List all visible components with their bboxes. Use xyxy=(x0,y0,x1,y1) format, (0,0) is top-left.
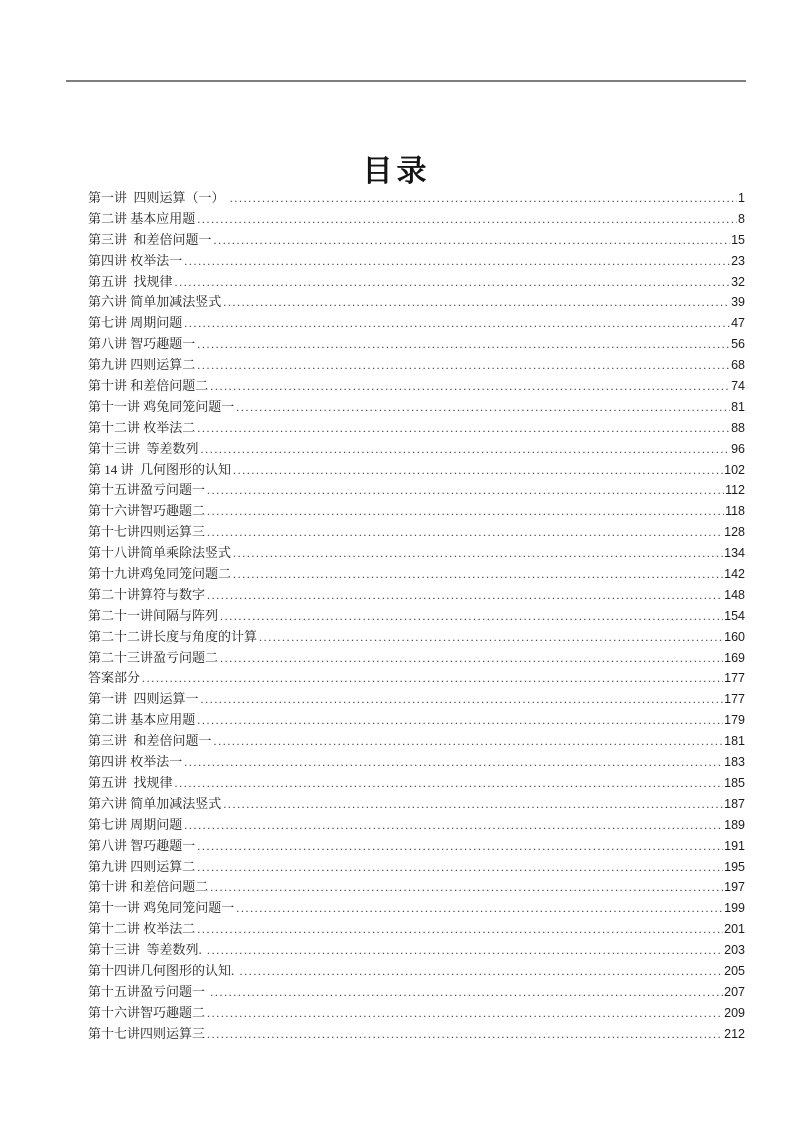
toc-leader-dots xyxy=(207,503,724,519)
toc-entry-page: 185 xyxy=(724,775,745,790)
toc-entry-page: 68 xyxy=(731,358,745,373)
toc-entry-page: 195 xyxy=(724,859,745,874)
toc-entry[interactable] xyxy=(88,1002,745,1023)
toc-entry-label: 第十一讲 鸡兔同笼问题一 xyxy=(88,398,235,414)
toc-entry-label: 第八讲 智巧趣题一 xyxy=(88,336,196,352)
toc-entry[interactable] xyxy=(88,396,745,417)
toc-entry[interactable] xyxy=(88,626,745,647)
toc-entry-label: 第七讲 周期问题 xyxy=(88,315,183,331)
toc-entry[interactable] xyxy=(88,981,745,1002)
toc-entry[interactable] xyxy=(88,605,745,626)
toc-entry[interactable] xyxy=(88,835,745,856)
toc-leader-dots xyxy=(207,942,723,958)
toc-entry[interactable] xyxy=(88,856,745,877)
toc-entry-label: 第二讲 基本应用题 xyxy=(88,712,196,728)
toc-entry-label: 第十七讲四则运算三 xyxy=(88,1025,206,1041)
toc-leader-dots xyxy=(233,566,723,582)
toc-leader-dots xyxy=(220,608,723,624)
toc-leader-dots xyxy=(220,650,723,666)
toc-entry[interactable] xyxy=(88,542,745,563)
toc-entry[interactable] xyxy=(88,250,745,271)
toc-entry-page: 23 xyxy=(731,253,745,268)
toc-entry-page: 15 xyxy=(731,232,745,247)
toc-entry-page: 177 xyxy=(724,671,745,686)
toc-entry-page: 207 xyxy=(724,984,745,999)
toc-entry[interactable] xyxy=(88,876,745,897)
toc-leader-dots xyxy=(240,963,724,979)
toc-entry-page: 148 xyxy=(724,587,745,602)
toc-entry-label: 第十讲 和差倍问题二 xyxy=(88,879,209,895)
toc-entry-label: 答案部分 xyxy=(88,670,141,686)
toc-entry[interactable] xyxy=(88,291,745,312)
toc-leader-dots xyxy=(207,587,723,603)
toc-list xyxy=(88,187,745,1044)
toc-entry-label: 第四讲 枚举法一 xyxy=(88,754,183,770)
toc-entry[interactable] xyxy=(88,229,745,250)
toc-entry-page: 205 xyxy=(724,963,745,978)
toc-entry[interactable] xyxy=(88,271,745,292)
toc-entry-label: 第四讲 枚举法一 xyxy=(88,252,183,268)
toc-entry-label: 第二十一讲间隔与阵列 xyxy=(88,607,219,623)
toc-entry-page: 74 xyxy=(731,379,745,394)
toc-entry-page: 39 xyxy=(731,295,745,310)
toc-leader-dots xyxy=(210,984,723,1000)
toc-entry-label: 第八讲 智巧趣题一 xyxy=(88,837,196,853)
toc-entry-page: 1 xyxy=(738,191,745,205)
toc-entry[interactable] xyxy=(88,354,745,375)
toc-entry-page: 47 xyxy=(731,316,745,331)
toc-entry[interactable] xyxy=(88,521,745,542)
toc-leader-dots xyxy=(201,441,731,457)
toc-entry-page: 189 xyxy=(724,817,745,832)
toc-entry[interactable] xyxy=(88,438,745,459)
toc-entry-page: 197 xyxy=(724,880,745,895)
toc-entry-label: 第五讲 找规律 xyxy=(88,774,173,790)
toc-entry-page: 203 xyxy=(724,943,745,958)
toc-entry[interactable] xyxy=(88,730,745,751)
toc-leader-dots xyxy=(175,274,731,290)
toc-leader-dots xyxy=(214,232,731,248)
toc-entry[interactable] xyxy=(88,939,745,960)
toc-entry[interactable] xyxy=(88,333,745,354)
toc-leader-dots xyxy=(207,482,724,498)
toc-leader-dots xyxy=(210,378,730,394)
toc-entry-label: 第十一讲 鸡兔同笼问题一 xyxy=(88,900,235,916)
toc-entry[interactable] xyxy=(88,479,745,500)
toc-entry-page: 102 xyxy=(724,462,745,477)
toc-entry-label: 第十五讲盈亏问题一 xyxy=(88,482,206,498)
toc-leader-dots xyxy=(230,190,737,206)
toc-entry-page: 212 xyxy=(724,1026,745,1041)
page-title: 目录 xyxy=(362,155,431,189)
toc-entry-label: 第三讲 和差倍问题一 xyxy=(88,231,212,247)
toc-leader-dots xyxy=(197,420,730,436)
toc-entry-label: 第二十讲算符与数字 xyxy=(88,586,206,602)
toc-entry-page: 191 xyxy=(724,838,745,853)
toc-leader-dots xyxy=(184,754,723,770)
toc-entry-page: 209 xyxy=(724,1005,745,1020)
toc-entry-page: 160 xyxy=(724,629,745,644)
toc-entry-page: 8 xyxy=(738,211,745,226)
toc-entry[interactable] xyxy=(88,417,745,438)
toc-entry-page: 169 xyxy=(724,650,745,665)
toc-leader-dots xyxy=(223,796,723,812)
toc-entry-page: 201 xyxy=(724,922,745,937)
toc-leader-dots xyxy=(233,545,723,561)
toc-entry-label: 第二十二讲长度与角度的计算 xyxy=(88,628,258,644)
toc-entry-label: 第六讲 简单加减法竖式 xyxy=(88,294,222,310)
toc-entry-label: 第五讲 找规律 xyxy=(88,273,173,289)
toc-entry-label: 第十七讲四则运算三 xyxy=(88,524,206,540)
toc-entry-label: 第十三讲 等差数列 xyxy=(88,440,199,456)
toc-entry-page: 88 xyxy=(731,420,745,435)
toc-entry[interactable] xyxy=(88,208,745,229)
toc-entry-page: 199 xyxy=(724,901,745,916)
toc-leader-dots xyxy=(223,294,730,310)
toc-leader-dots xyxy=(142,670,723,686)
toc-entry[interactable] xyxy=(88,751,745,772)
toc-entry-label: 第六讲 简单加减法竖式 xyxy=(88,795,222,811)
toc-entry-label: 第十四讲几何图形的认知. xyxy=(88,962,238,978)
toc-entry-label: 第九讲 四则运算二 xyxy=(88,858,196,874)
toc-entry-page: 134 xyxy=(724,546,745,561)
toc-leader-dots xyxy=(236,399,730,415)
toc-entry[interactable] xyxy=(88,709,745,730)
toc-entry[interactable] xyxy=(88,897,745,918)
toc-entry-label: 第十五讲盈亏问题一 xyxy=(88,983,209,999)
toc-entry-page: 81 xyxy=(731,399,745,414)
toc-leader-dots xyxy=(207,1026,723,1042)
toc-entry[interactable] xyxy=(88,375,745,396)
toc-entry-label: 第十二讲 枚举法二 xyxy=(88,419,196,435)
toc-leader-dots xyxy=(236,900,723,916)
toc-leader-dots xyxy=(184,253,730,269)
toc-entry-page: 183 xyxy=(724,755,745,770)
toc-entry-label: 第一讲 四则运算一 xyxy=(88,691,199,707)
toc-entry[interactable] xyxy=(88,459,745,480)
toc-leader-dots xyxy=(214,733,724,749)
toc-entry-label: 第三讲 和差倍问题一 xyxy=(88,733,212,749)
toc-entry-label: 第十讲 和差倍问题二 xyxy=(88,378,209,394)
toc-entry[interactable] xyxy=(88,1023,745,1044)
toc-entry[interactable] xyxy=(88,667,745,688)
toc-entry[interactable] xyxy=(88,793,745,814)
toc-entry[interactable] xyxy=(88,647,745,668)
toc-entry-page: 187 xyxy=(724,796,745,811)
toc-entry-label: 第十八讲简单乘除法竖式 xyxy=(88,545,232,561)
toc-entry[interactable] xyxy=(88,563,745,584)
toc-leader-dots xyxy=(197,211,737,227)
toc-leader-dots xyxy=(197,712,723,728)
toc-entry-label: 第 14 讲 几何图形的认知 xyxy=(88,461,232,477)
toc-entry-label: 第二讲 基本应用题 xyxy=(88,210,196,226)
toc-leader-dots xyxy=(259,629,723,645)
toc-leader-dots xyxy=(197,838,723,854)
toc-entry[interactable] xyxy=(88,814,745,835)
toc-entry-page: 112 xyxy=(725,483,745,498)
toc-leader-dots xyxy=(175,775,724,791)
toc-entry-page: 142 xyxy=(724,567,745,582)
toc-entry-page: 56 xyxy=(731,337,745,352)
toc-entry-page: 181 xyxy=(724,734,745,749)
toc-leader-dots xyxy=(184,817,723,833)
toc-entry-label: 第十三讲 等差数列. xyxy=(88,942,206,958)
toc-entry-page: 32 xyxy=(731,274,745,289)
toc-entry[interactable] xyxy=(88,688,745,709)
toc-entry[interactable] xyxy=(88,312,745,333)
toc-entry-label: 第二十三讲盈亏问题二 xyxy=(88,649,219,665)
toc-leader-dots xyxy=(197,357,730,373)
toc-entry[interactable] xyxy=(88,500,745,521)
toc-entry[interactable] xyxy=(88,772,745,793)
toc-entry-label: 第一讲 四则运算（一） xyxy=(88,190,228,205)
toc-entry-page: 177 xyxy=(724,692,745,707)
toc-entry-label: 第十六讲智巧趣题二 xyxy=(88,503,206,519)
toc-leader-dots xyxy=(184,315,730,331)
toc-entry[interactable] xyxy=(88,960,745,981)
toc-leader-dots xyxy=(197,336,730,352)
toc-entry-label: 第七讲 周期问题 xyxy=(88,816,183,832)
toc-entry-label: 第十六讲智巧趣题二 xyxy=(88,1004,206,1020)
toc-entry[interactable] xyxy=(88,584,745,605)
toc-entry-page: 118 xyxy=(725,504,745,519)
toc-leader-dots xyxy=(207,524,723,540)
toc-leader-dots xyxy=(233,462,723,478)
toc-entry-page: 96 xyxy=(731,441,745,456)
toc-entry-label: 第九讲 四则运算二 xyxy=(88,357,196,373)
toc-entry-page: 128 xyxy=(724,525,745,540)
toc-leader-dots xyxy=(197,921,723,937)
toc-entry[interactable] xyxy=(88,187,745,208)
toc-entry-label: 第十九讲鸡兔同笼问题二 xyxy=(88,566,232,582)
toc-entry-label: 第十二讲 枚举法二 xyxy=(88,921,196,937)
header-rule xyxy=(66,80,746,82)
toc-entry[interactable] xyxy=(88,918,745,939)
toc-leader-dots xyxy=(201,691,724,707)
toc-entry-page: 154 xyxy=(724,608,745,623)
toc-leader-dots xyxy=(210,879,723,895)
toc-leader-dots xyxy=(197,859,723,875)
toc-leader-dots xyxy=(207,1005,723,1021)
toc-entry-page: 179 xyxy=(724,713,745,728)
